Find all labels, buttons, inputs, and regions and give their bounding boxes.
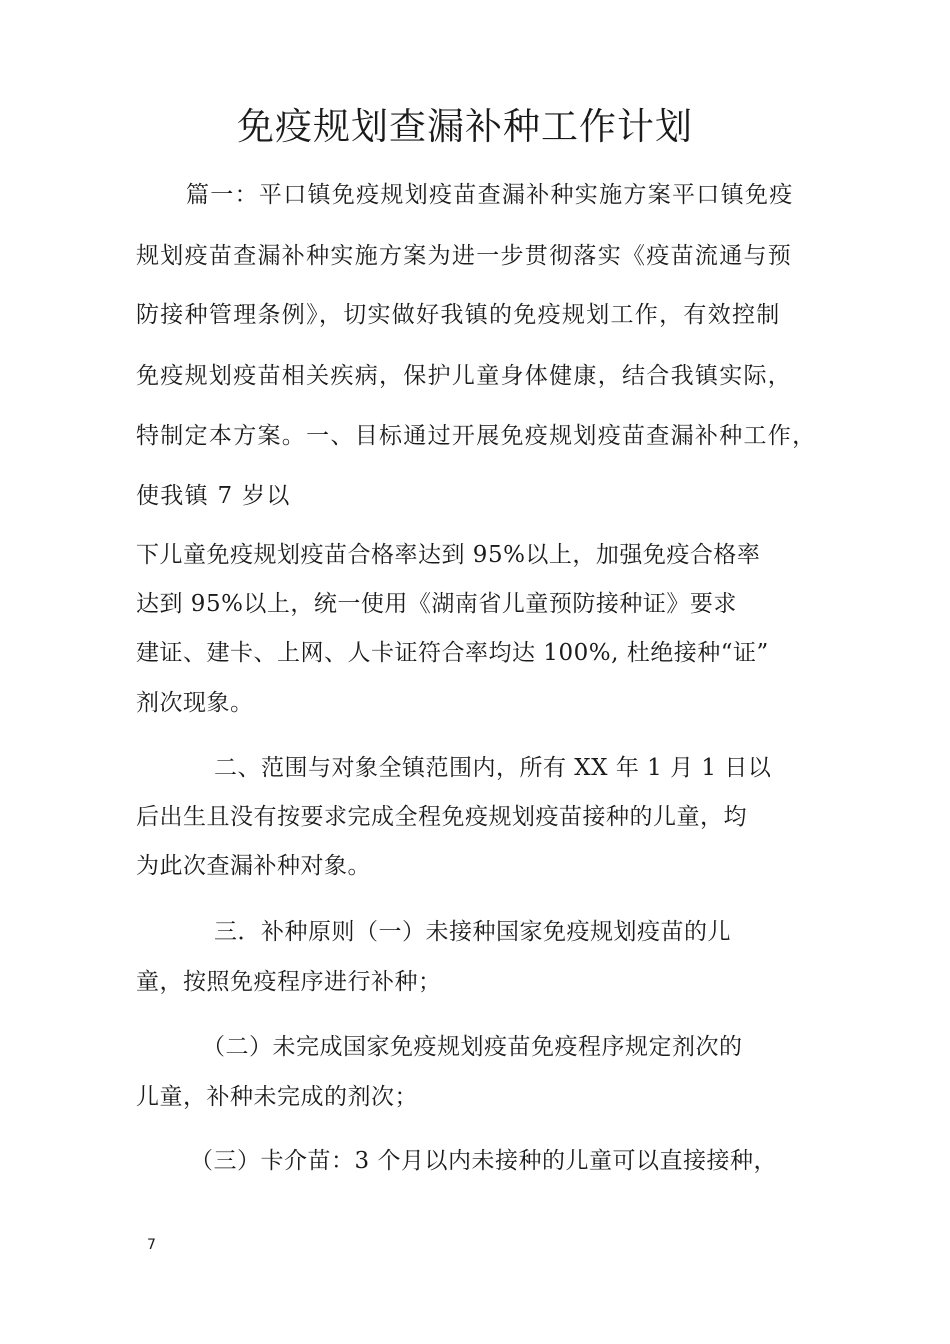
- paragraph-line: 特制定本方案。一、目标通过开展免疫规划疫苗查漏补种工作，: [136, 423, 817, 449]
- paragraph-line: 规划疫苗查漏补种实施方案为进一步贯彻落实《疫苗流通与预: [136, 243, 793, 269]
- page-number: 7: [147, 1237, 156, 1253]
- paragraph-line: 免疫规划疫苗相关疾病，保护儿童身体健康，结合我镇实际，: [136, 363, 793, 389]
- paragraph-line: 篇一：平口镇免疫规划疫苗查漏补种实施方案平口镇免疫: [186, 182, 794, 208]
- paragraph-line: 儿童，补种未完成的剂次；: [136, 1084, 418, 1110]
- paragraph-line: 达到 95%以上，统一使用《湖南省儿童预防接种证》要求: [136, 591, 737, 617]
- paragraph-line: 使我镇 7 岁以: [136, 483, 291, 509]
- paragraph-line: 童，按照免疫程序进行补种；: [136, 969, 442, 995]
- paragraph-line: 防接种管理条例》，切实做好我镇的免疫规划工作，有效控制: [136, 302, 781, 328]
- paragraph-line: 为此次查漏补种对象。: [136, 853, 371, 879]
- paragraph-line: 二、范围与对象全镇范围内，所有 XX 年 1 月 1 日以: [214, 755, 772, 781]
- paragraph-line: （三）卡介苗：3 个月以内未接种的儿童可以直接接种，: [190, 1148, 777, 1174]
- document-title: 免疫规划查漏补种工作计划: [237, 105, 693, 148]
- paragraph-line: 建证、建卡、上网、人卡证符合率均达 100%, 杜绝接种“证”: [136, 640, 769, 666]
- paragraph-line: 下儿童免疫规划疫苗合格率达到 95%以上，加强免疫合格率: [136, 542, 761, 568]
- paragraph-line: （二）未完成国家免疫规划疫苗免疫程序规定剂次的: [202, 1034, 743, 1060]
- paragraph-line: 后出生且没有按要求完成全程免疫规划疫苗接种的儿童，均: [136, 804, 747, 830]
- paragraph-line: 剂次现象。: [136, 690, 254, 716]
- paragraph-line: 三．补种原则（一）未接种国家免疫规划疫苗的儿: [214, 919, 731, 945]
